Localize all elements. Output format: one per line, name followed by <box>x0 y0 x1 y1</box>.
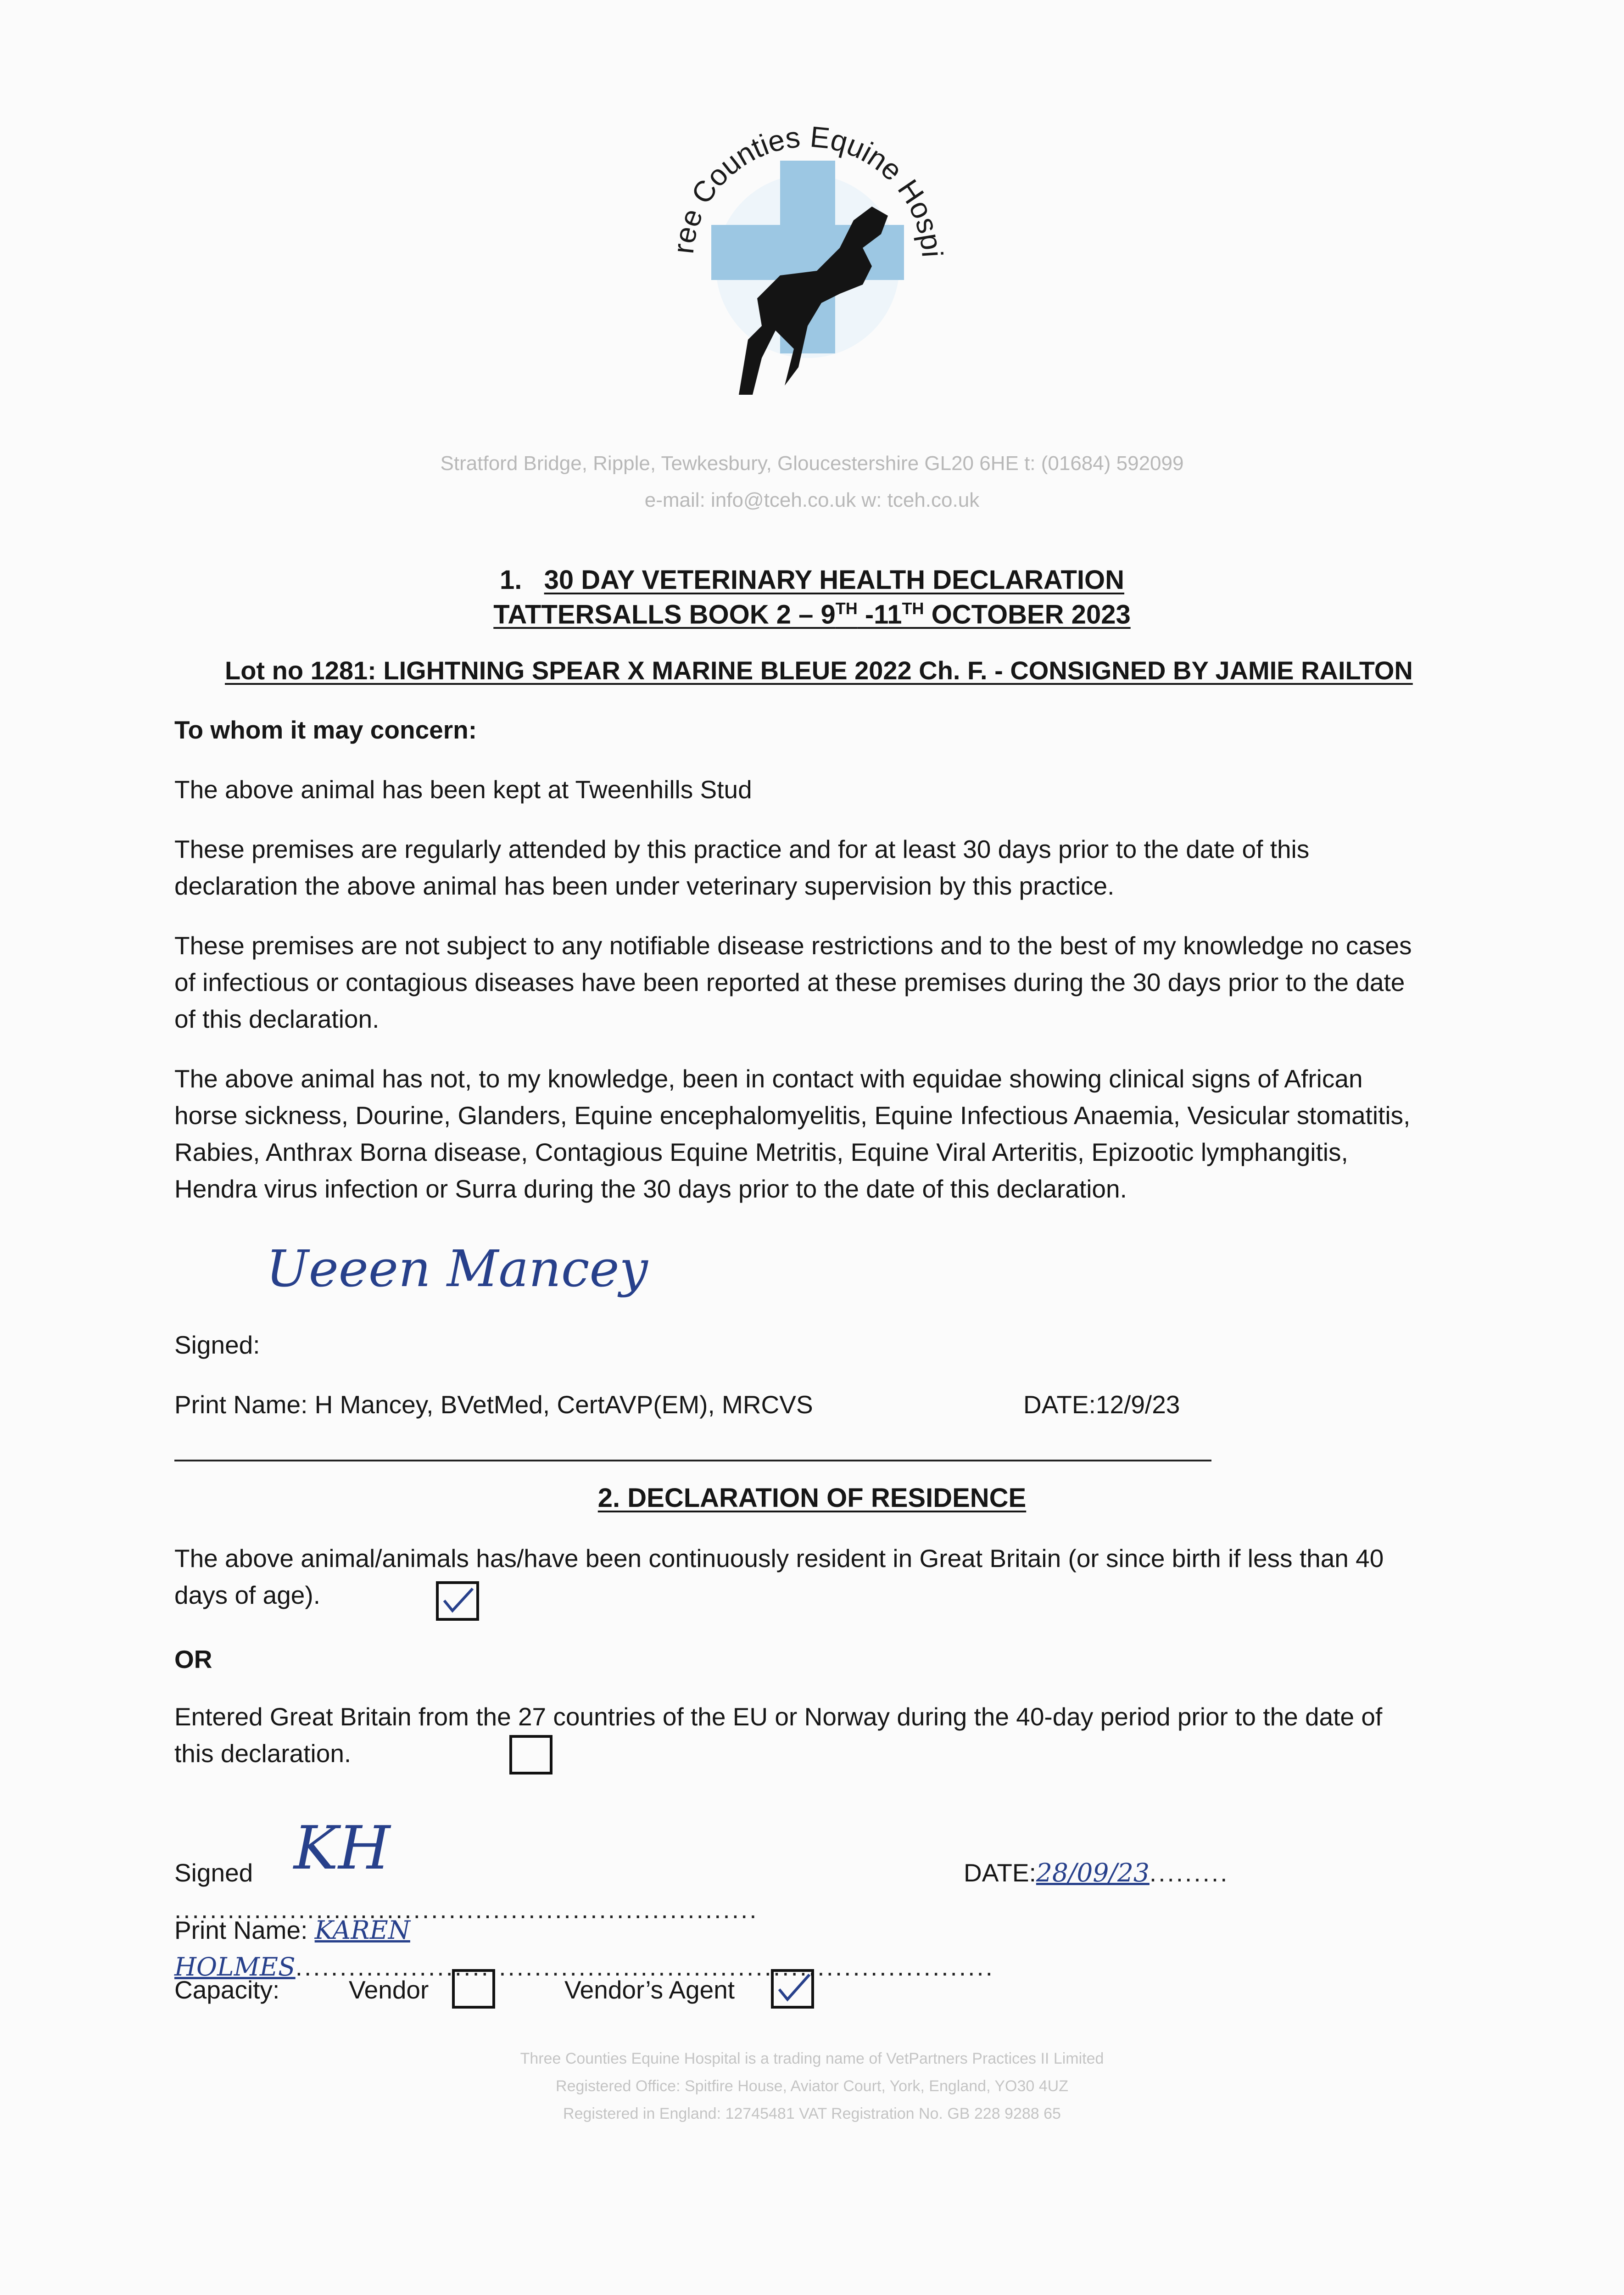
salutation: To whom it may concern: <box>174 716 477 744</box>
section2-title: 2. DECLARATION OF RESIDENCE <box>597 1483 1027 1513</box>
hospital-logo <box>624 110 991 413</box>
residence-option-2: Entered Great Britain from the 27 countries of the EU or Norway during the 40-day period prior to the date of this declaration. <box>174 1702 1383 1768</box>
checkbox-vendors-agent[interactable] <box>771 1969 814 2009</box>
signed-label-2: Signed <box>174 1858 253 1887</box>
logo-text: ree Counties Equine Hospi <box>666 120 949 258</box>
date-dots-2: ......... <box>1149 1858 1229 1887</box>
contact-line: e-mail: info@tceh.co.uk w: tceh.co.uk <box>644 489 980 511</box>
signature-dots-2: .................................................................. <box>174 1895 759 1924</box>
section1-subtitle <box>0 599 1624 630</box>
capacity-label: Capacity: <box>174 1976 280 2004</box>
footer-line-3: Registered in England: 12745481 VAT Registration No. GB 228 9288 65 <box>563 2105 1061 2122</box>
lot-line: Lot no 1281: LIGHTNING SPEAR X MARINE BLEUE 2022 Ch. F. - CONSIGNED BY JAMIE RAILTON <box>225 656 1413 685</box>
or-label: OR <box>174 1645 212 1674</box>
date-1: DATE:12/9/23 <box>1023 1390 1180 1419</box>
print-name-1: Print Name: H Mancey, BVetMed, CertAVP(EM), MRCVS <box>174 1390 813 1419</box>
paragraph-2: These premises are regularly attended by this practice and for at least 30 days prior to the date of this declaration the above animal has been under veterinary supervision by this practice. <box>174 835 1310 900</box>
subtitle-part-c: OCTOBER 2023 <box>924 599 1131 630</box>
signed-label-1: Signed: <box>174 1331 260 1359</box>
agent-label: Vendor’s Agent <box>564 1976 735 2004</box>
residence-option-1: The above animal/animals has/have been continuously resident in Great Britain (or since birth if less than 40 days of age). <box>174 1544 1384 1609</box>
print-name-dots-2: ............................................................................... <box>295 1953 994 1981</box>
checkbox-resident[interactable] <box>436 1581 479 1621</box>
subtitle-sup-b: TH <box>902 599 924 618</box>
print-name-value-2: KAREN HOLMES <box>174 1915 410 1982</box>
footer-line-2: Registered Office: Spitfire House, Aviator Court, York, England, YO30 4UZ <box>556 2077 1068 2095</box>
vendor-signature: KH <box>294 1813 391 1883</box>
footer-line-1: Three Counties Equine Hospital is a trading name of VetPartners Practices II Limited <box>520 2050 1104 2067</box>
paragraph-4: The above animal has not, to my knowledge, been in contact with equidae showing clinical signs of African horse sickness, Dourine, Glanders, Equine encephalomyelitis, Equine Infectious Anaemia, Vesicular stomatitis, Rabies, Anthrax Borna disease, Contagious Equine Metritis, Equine Viral Arteritis, Epizootic lymphangitis, Hendra virus infection or Surra during the 30 days prior to the date of this declaration. <box>174 1064 1411 1203</box>
subtitle-part-b: -11 <box>857 599 902 630</box>
section1-title <box>0 565 1624 595</box>
date-value-2: 28/09/23 <box>1036 1858 1150 1887</box>
subtitle-part-a: TATTERSALLS BOOK 2 – 9 <box>493 599 836 630</box>
subtitle-sup-a: TH <box>835 599 858 618</box>
section1-number: 1. <box>499 565 522 595</box>
paragraph-1: The above animal has been kept at Tweenhills Stud <box>174 775 752 804</box>
print-name-label-2: Print Name: <box>174 1916 308 1944</box>
checkbox-vendor[interactable] <box>452 1969 495 2009</box>
section1-heading: 30 DAY VETERINARY HEALTH DECLARATION <box>544 565 1125 595</box>
address-line: Stratford Bridge, Ripple, Tewkesbury, Gloucestershire GL20 6HE t: (01684) 592099 <box>440 452 1184 475</box>
vet-signature: Ueeen Mancey <box>266 1239 648 1298</box>
date-label-2: DATE: <box>964 1858 1036 1887</box>
checkbox-entered[interactable] <box>509 1735 552 1774</box>
vendor-label: Vendor <box>349 1976 429 2004</box>
paragraph-3: These premises are not subject to any notifiable disease restrictions and to the best of my knowledge no cases of infectious or contagious diseases have been reported at these premises during the 30 days prior to the date of this declaration. <box>174 931 1412 1033</box>
date-line-2 <box>964 1854 1331 1891</box>
divider <box>174 1460 1211 1461</box>
